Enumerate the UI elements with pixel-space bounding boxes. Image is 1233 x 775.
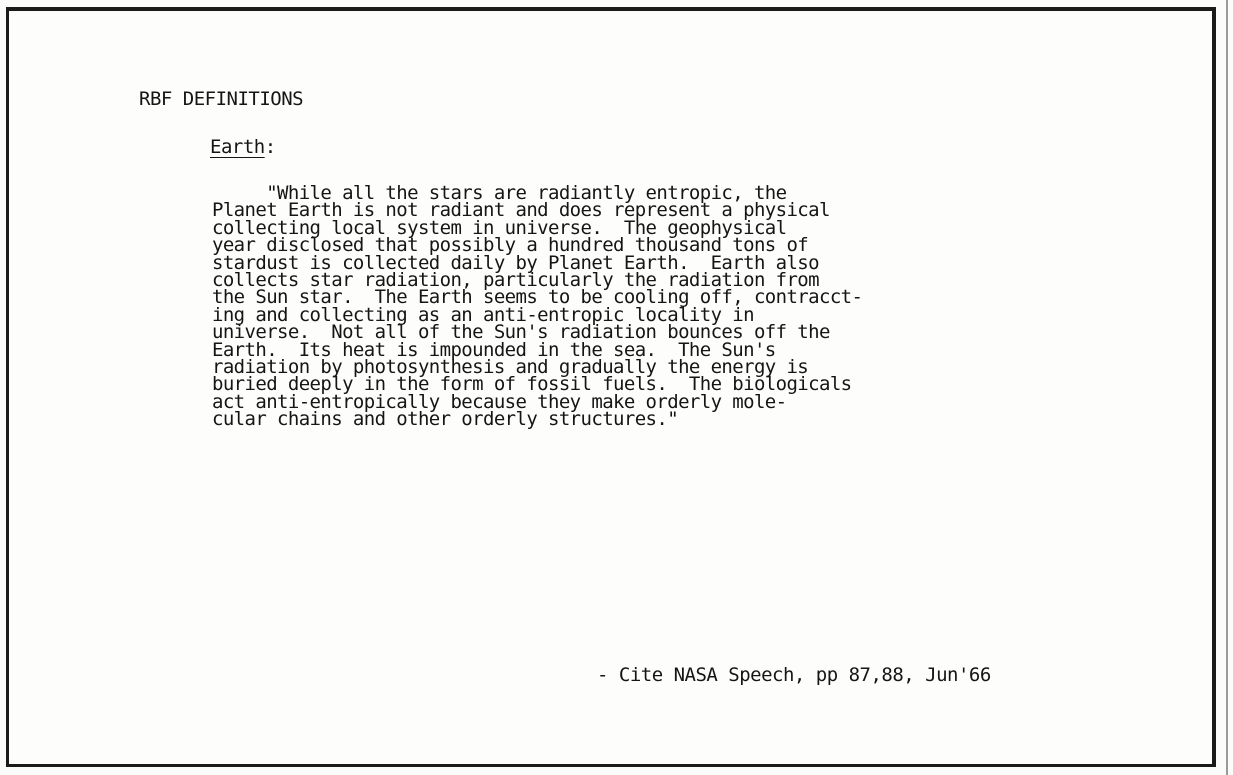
- quote-line: the Sun star. The Earth seems to be cooling off, contracct-: [212, 286, 863, 309]
- quote-line: collects star radiation, particularly the radiation from: [212, 269, 819, 292]
- term-heading: [210, 136, 276, 158]
- quote-line: act anti-entropically because they make orderly mole-: [212, 390, 787, 413]
- quote-line: "While all the stars are radiantly entropic, the: [212, 182, 787, 204]
- quote-line: stardust is collected daily by Planet Earth. Earth also: [212, 251, 819, 274]
- term-colon: :: [264, 136, 276, 158]
- quote-line: year disclosed that possibly a hundred thousand tons of: [212, 234, 809, 257]
- quote-line: collecting local system in universe. The geophysical: [212, 216, 787, 239]
- definition-quote: [212, 182, 863, 431]
- document-header: RBF DEFINITIONS: [139, 88, 304, 110]
- term-word: Earth: [210, 136, 265, 158]
- quote-line: universe. Not all of the Sun's radiation bounces off the: [212, 321, 830, 344]
- quote-line: ing and collecting as an anti-entropic locality in: [212, 303, 754, 326]
- page-edge: [1226, 0, 1228, 775]
- quote-line: Earth. Its heat is impounded in the sea. The Sun's: [212, 338, 776, 361]
- quote-line: radiation by photosynthesis and gradually the energy is: [212, 356, 809, 379]
- quote-line: Planet Earth is not radiant and does represent a physical: [212, 199, 830, 222]
- citation: - Cite NASA Speech, pp 87,88, Jun'66: [597, 664, 991, 686]
- quote-line: cular chains and other orderly structures.": [212, 408, 679, 431]
- quote-line: buried deeply in the form of fossil fuels. The biologicals: [212, 373, 852, 396]
